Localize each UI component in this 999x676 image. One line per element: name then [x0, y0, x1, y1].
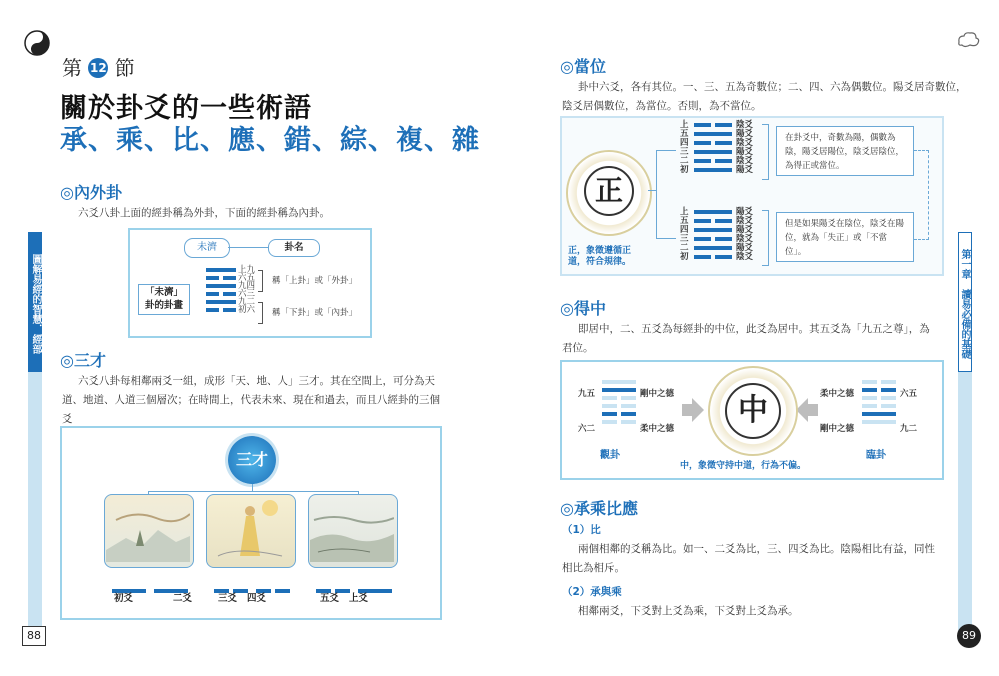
hexagram-line [694, 237, 732, 241]
section-label: 第 12 節 [62, 56, 135, 80]
hexagram-line [694, 123, 732, 127]
spine-title-right: 第一章 讀易必備的基礎 [958, 232, 972, 372]
hexagram-line [602, 396, 636, 400]
top-bracket [762, 124, 769, 180]
neiwai-body: 六爻八卦上面的經卦稱為外卦，下面的經卦稱為內卦。 [78, 207, 330, 219]
hexagram-line [694, 132, 732, 136]
lower-bracket [258, 302, 263, 324]
gua-name-connector [228, 247, 268, 248]
right-top-label: 柔中之德 [820, 389, 855, 399]
yin-yang-icon [24, 30, 50, 56]
left-bot-pos: 六二 [578, 424, 596, 434]
chengcheng-body: 相鄰兩爻，下爻對上爻為乘，下爻對上爻為承。 [578, 605, 799, 617]
hexagram-line [206, 268, 236, 272]
hexagram-line [694, 168, 732, 172]
gua-name-badge: 卦名 [268, 239, 320, 257]
sub-heading-bi: （1）比 [562, 524, 601, 536]
dangwei-note-1: 在卦爻中，奇數為陽，偶數為陰，陽爻居陽位，陰爻居陰位，為得正或當位。 [776, 126, 914, 176]
hexagram-line [694, 228, 732, 232]
guan-hexagram [602, 380, 636, 428]
left-bot-label: 柔中之德 [640, 424, 675, 434]
dezhong-body: 即居中，二、五爻為每經卦的中位，此爻為居中。其五爻為「九五之尊」，為 君位。 [562, 323, 930, 354]
hexagram-line [862, 404, 896, 408]
page-number-left: 88 [22, 626, 46, 646]
earth-image [310, 500, 394, 562]
pair-label-2: 三爻 四爻 [218, 593, 266, 604]
page-number-right: 89 [957, 624, 981, 648]
hexagram-caption-box: 「未濟」 卦的卦畫 [138, 284, 190, 315]
weiji-hexagram [206, 268, 236, 316]
zhong-char-circle: 中 [725, 383, 781, 439]
hexagram-line [206, 300, 236, 304]
hexagram-line [694, 246, 732, 250]
left-gua-name: 觀卦 [600, 450, 620, 461]
hexagram-line [206, 292, 236, 296]
hexagram-line [694, 219, 732, 223]
tree-connector [656, 150, 657, 238]
bi-body: 兩個相鄰的爻稱為比。如一、二爻為比，三、四爻為比。陰陽相比有益，同性 相比為相斥。 [562, 543, 935, 574]
hexagram-line-labels: 上九 六五 九四 六三 九二 初六 [238, 265, 256, 315]
section-number-badge: 12 [88, 58, 108, 78]
dangwei-body: 卦中六爻，各有其位。一、三、五為奇數位；二、四、六為偶數位。陽爻居奇數位， 陰爻居偶數位，為當位。否則，為不當位。 [562, 81, 967, 112]
figure-image [208, 496, 292, 564]
page-title: 關於卦爻的一些術語 [60, 93, 312, 124]
sancai-badge: 三才 [228, 436, 276, 484]
right-top-pos: 六五 [900, 389, 918, 399]
chengcheng-heading: ◎承乘比應 [560, 499, 638, 518]
tree-connector [656, 150, 676, 151]
left-top-label: 剛中之德 [640, 389, 675, 399]
hexagram-line [862, 412, 896, 416]
hexagram-line [862, 396, 896, 400]
yao-labels-top: 陰爻 陽爻 陰爻 陽爻 陰爻 陽爻 [736, 120, 754, 175]
hexagram-line [694, 150, 732, 154]
tree-connector [648, 190, 656, 191]
lin-hexagram [862, 380, 896, 428]
dashed-connector [914, 150, 929, 240]
cloud-ornament-icon [956, 30, 980, 50]
hexagram-line [602, 420, 636, 424]
bottom-hexagram [694, 210, 732, 264]
seal-badge: 未濟 [184, 238, 230, 258]
arrow-right-icon [682, 398, 704, 422]
sancai-heading: ◎三才 [60, 351, 106, 370]
tree-connector [148, 491, 358, 492]
right-gua-name: 臨卦 [866, 450, 886, 461]
hexagram-line [694, 141, 732, 145]
hexagram-line [206, 308, 236, 312]
zheng-caption: 正，象徵遵循正道，符合規律。 [568, 246, 632, 267]
hexagram-line [694, 210, 732, 214]
upper-bracket [258, 270, 263, 292]
right-bot-label: 剛中之德 [820, 424, 855, 434]
hexagram-line [602, 404, 636, 408]
hexagram-line [602, 380, 636, 384]
bottom-bracket [762, 210, 769, 266]
right-bot-pos: 九二 [900, 424, 918, 434]
pair-label-3: 五爻 上爻 [320, 593, 368, 604]
sancai-body: 六爻八卦每相鄰兩爻一組，成形「天、地、人」三才。其在空間上，可分為天 道、地道、人道三個層次；在時間上，代表未來、現在和過去，而且八經卦的三個爻 [62, 375, 440, 425]
hexagram-line [206, 276, 236, 280]
top-hexagram [694, 123, 732, 177]
tree-connector [656, 238, 676, 239]
sub-heading-chengcheng: （2）承與乘 [562, 586, 622, 598]
landscape-image [106, 500, 190, 562]
hexagram-line [862, 380, 896, 384]
arrow-left-icon [796, 398, 818, 422]
spine-title-left: 圖解易經的智慧．經部 [28, 232, 42, 372]
hexagram-line [602, 388, 636, 392]
upper-note: 稱「上卦」或「外卦」 [272, 276, 358, 286]
left-top-pos: 九五 [578, 389, 596, 399]
positions-top: 上 五 四 三 二 初 [680, 120, 689, 175]
page-subtitle: 承、乘、比、應、錯、綜、複、雜 [60, 125, 480, 156]
hexagram-line [206, 284, 236, 288]
yao-labels-bottom: 陽爻 陰爻 陽爻 陰爻 陽爻 陰爻 [736, 207, 754, 262]
hexagram-line [602, 412, 636, 416]
hexagram-line [862, 420, 896, 424]
positions-bottom: 上 五 四 三 二 初 [680, 207, 689, 262]
neiwai-heading: ◎內外卦 [60, 183, 122, 202]
hexagram-line [694, 159, 732, 163]
dezhong-heading: ◎得中 [560, 299, 606, 318]
pair-label-1: 初爻 二爻 [114, 593, 192, 604]
lower-note: 稱「下卦」或「內卦」 [272, 308, 358, 318]
dangwei-heading: ◎當位 [560, 57, 606, 76]
dangwei-note-2: 但是如果陽爻在陰位，陰爻在陽位，就為「失正」或「不當位」。 [776, 212, 914, 262]
zhong-caption: 中，象徵守持中道，行為不偏。 [680, 461, 807, 471]
hexagram-line [694, 255, 732, 259]
zheng-char-circle: 正 [584, 166, 634, 216]
hexagram-line [862, 388, 896, 392]
